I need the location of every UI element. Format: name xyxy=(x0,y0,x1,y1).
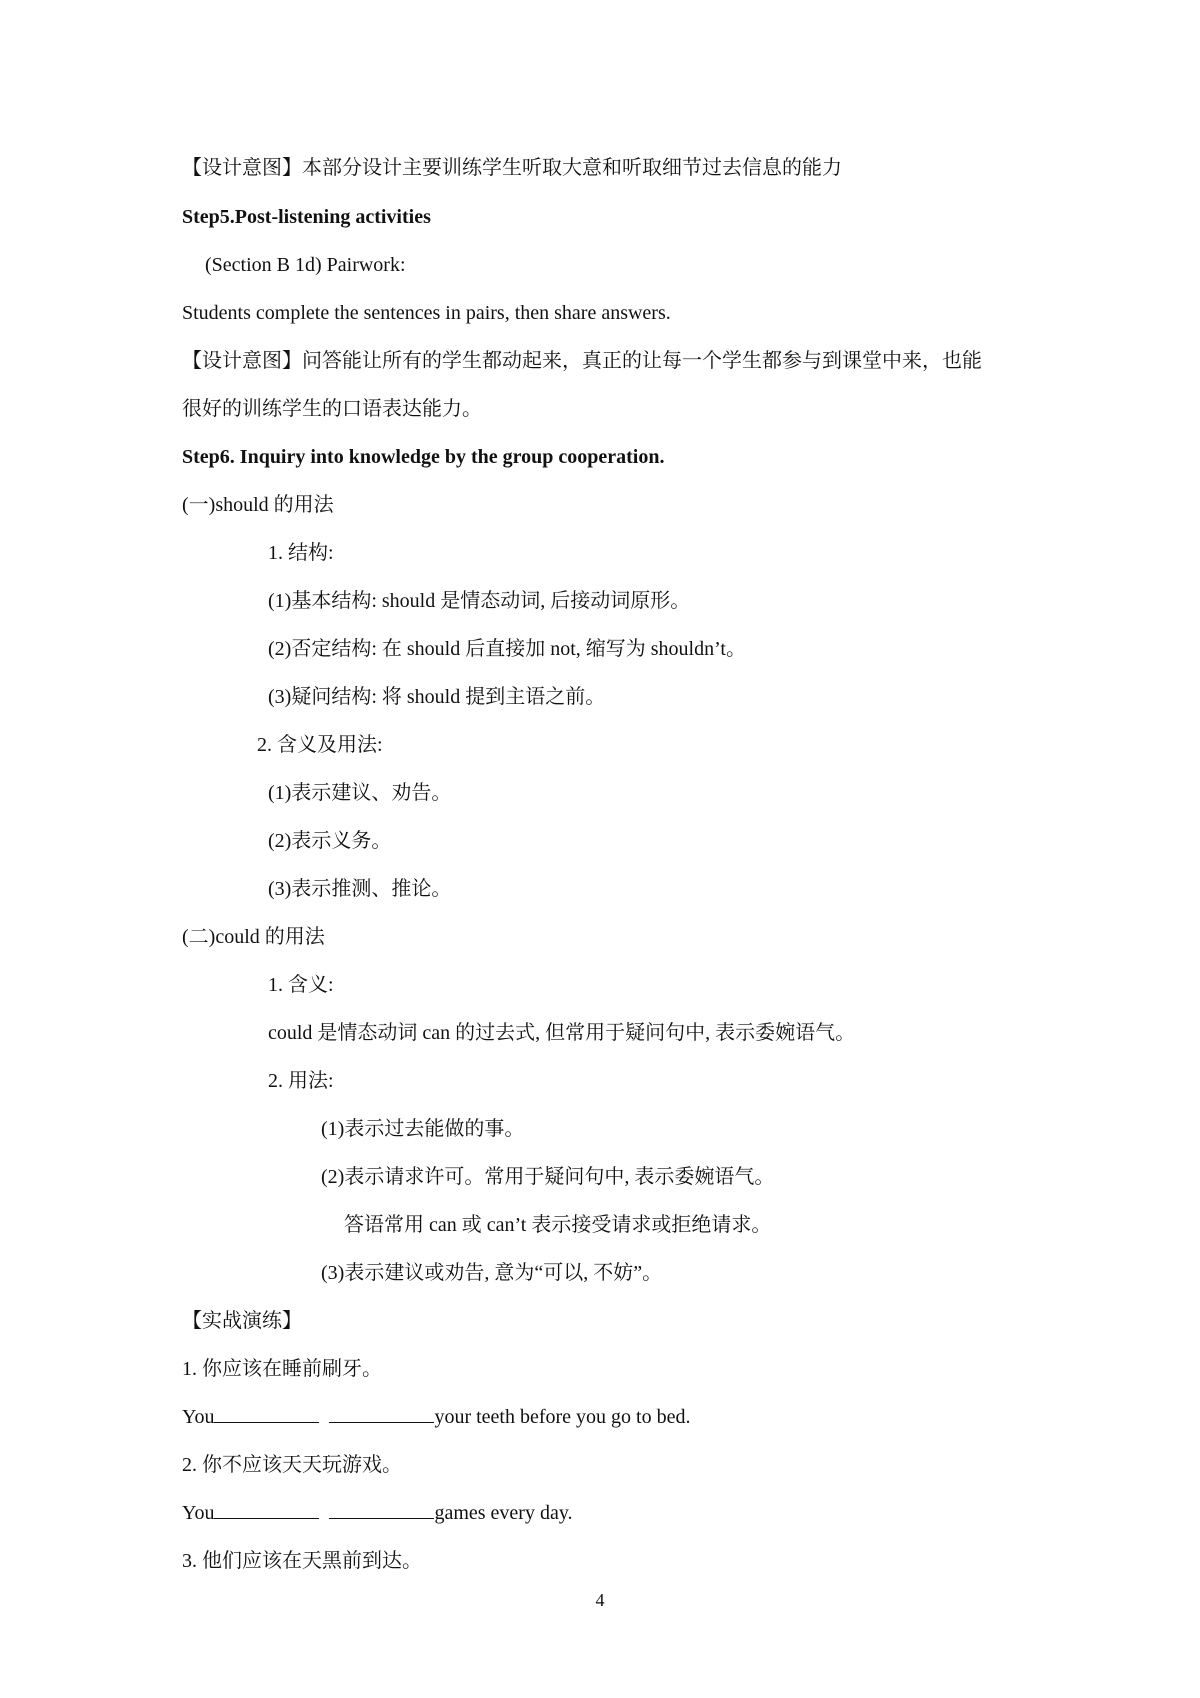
should-question-structure: (3)疑问结构: 将 should 提到主语之前。 xyxy=(268,686,606,708)
could-usage-heading: (二)could 的用法 xyxy=(182,926,325,948)
could-usage-suggestion: (3)表示建议或劝告, 意为“可以, 不妨”。 xyxy=(321,1262,663,1284)
should-basic-structure: (1)基本结构: should 是情态动词, 后接动词原形。 xyxy=(268,590,691,612)
exercise-1-prompt: 1. 你应该在睡前刷牙。 xyxy=(182,1358,382,1380)
exercise-2-blank-1[interactable] xyxy=(214,1500,319,1519)
could-usage-past-ability: (1)表示过去能做的事。 xyxy=(321,1118,525,1140)
step5-heading: Step5.Post-listening activities xyxy=(182,206,431,228)
exercise-1-sentence xyxy=(182,1403,691,1431)
page-number: 4 xyxy=(595,1590,605,1610)
design-intent-2: 【设计意图】问答能让所有的学生都动起来，真正的让每一个学生都参与到课堂中来，也能 xyxy=(182,350,982,372)
design-intent-2-cont: 很好的训练学生的口语表达能力。 xyxy=(182,398,482,420)
section-b-pairwork: (Section B 1d) Pairwork: xyxy=(205,254,406,276)
exercise-3-prompt: 3. 他们应该在天黑前到达。 xyxy=(182,1550,422,1572)
exercise-2-sentence xyxy=(182,1499,573,1527)
could-meaning-heading: 1. 含义: xyxy=(268,974,334,996)
exercise-2-rest: games every day. xyxy=(434,1502,573,1524)
should-negative-structure: (2)否定结构: 在 should 后直接加 not, 缩写为 shouldn’t。 xyxy=(268,638,746,660)
could-meaning-text: could 是情态动词 can 的过去式, 但常用于疑问句中, 表示委婉语气。 xyxy=(268,1022,856,1044)
exercise-2-blank-2[interactable] xyxy=(329,1500,434,1519)
exercise-1-blank-1[interactable] xyxy=(214,1404,319,1423)
exercise-2-subject: You xyxy=(182,1502,215,1524)
students-instruction: Students complete the sentences in pairs, then share answers. xyxy=(182,302,671,324)
exercise-2-prompt: 2. 你不应该天天玩游戏。 xyxy=(182,1454,402,1476)
design-intent-1: 【设计意图】本部分设计主要训练学生听取大意和听取细节过去信息的能力 xyxy=(182,157,842,179)
could-usage-permission: (2)表示请求许可。常用于疑问句中, 表示委婉语气。 xyxy=(321,1166,775,1188)
exercise-1-blank-2[interactable] xyxy=(329,1404,434,1423)
should-usage-heading: (一)should 的用法 xyxy=(182,494,334,516)
step6-heading: Step6. Inquiry into knowledge by the group cooperation. xyxy=(182,446,665,468)
should-meaning-duty: (2)表示义务。 xyxy=(268,830,392,852)
could-usage-reply: 答语常用 can 或 can’t 表示接受请求或拒绝请求。 xyxy=(344,1214,772,1236)
could-usage-subheading: 2. 用法: xyxy=(268,1070,334,1092)
should-meaning-inference: (3)表示推测、推论。 xyxy=(268,878,452,900)
should-structure-heading: 1. 结构: xyxy=(268,542,334,564)
should-meaning-heading: 2. 含义及用法: xyxy=(257,734,383,756)
exercise-1-subject: You xyxy=(182,1406,215,1428)
exercise-1-rest: your teeth before you go to bed. xyxy=(434,1406,691,1428)
practice-heading: 【实战演练】 xyxy=(182,1310,302,1332)
should-meaning-advice: (1)表示建议、劝告。 xyxy=(268,782,452,804)
